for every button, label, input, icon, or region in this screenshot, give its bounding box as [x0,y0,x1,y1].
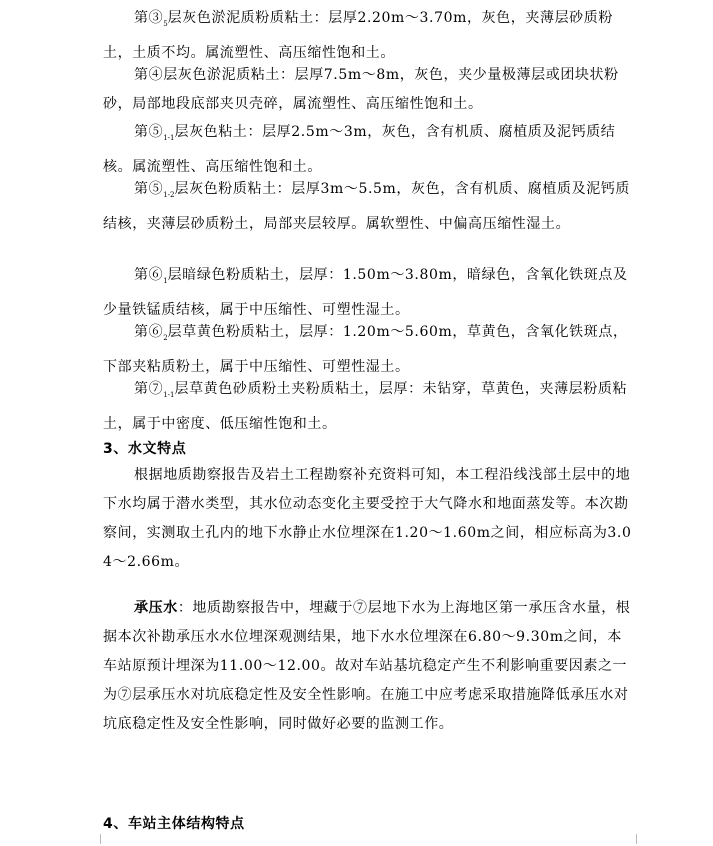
layer-subscript: 1 [163,276,168,285]
paragraph-layer-6-2 [103,318,634,382]
paragraph-prefix: 第⑤ [134,181,164,197]
paragraph-text: 层暗绿色粉质粘土，层厚：1.50m～3.80m，暗绿色，含氧化铁斑点及少量铁锰质结核，属于中压缩性、可塑性湿土。 [103,267,628,318]
layer-subscript: 5 [163,19,168,28]
paragraph-layer-4 [103,61,634,119]
paragraph-layer-3-5 [103,4,634,68]
paragraph-prefix: 第⑤ [134,124,164,140]
page-corner-mark-right [636,834,647,844]
paragraph-layer-6-1 [103,261,634,325]
page-corner-mark-left [90,834,101,844]
paragraph-prefix: 第③ [134,10,164,26]
paragraph-hydrology [103,461,634,577]
layer-subscript: 1-1 [163,390,175,399]
layer-subscript: 2 [163,333,168,342]
layer-subscript: 1-2 [163,190,175,199]
confined-water-label: 承压水 [134,600,178,616]
paragraph-prefix: 第⑦ [134,381,164,397]
paragraph-text: 层草黄色粉质粘土，层厚：1.20m～5.60m，草黄色，含氧化铁斑点，下部夹粘质粉土，属于中压缩性、可塑性湿土。 [103,324,628,375]
paragraph-prefix: 第⑥ [134,324,164,340]
layer-subscript: 1-1 [163,133,175,142]
paragraph-layer-7-1-1 [103,375,634,439]
paragraph-text: 根据地质勘察报告及岩土工程勘察补充资料可知，本工程沿线浅部土层中的地下水均属于潜水类型，其水位动态变化主要受控于大气降水和地面蒸发等。本次勘察间，实测取土孔内的地下水静止水位埋深在1.20～1.60m之间，相应标高为3.04～2.66m。 [103,467,632,570]
section-heading-hydrology: 3、水文特点 [103,441,187,457]
paragraph-text: 层灰色粉质粘土：层厚3m～5.5m，灰色，含有机质、腐植质及泥钙质结核，夹薄层砂质粉土，局部夹层较厚。属软塑性、中偏高压缩性湿土。 [103,181,631,232]
paragraph-layer-5-1-1 [103,118,634,182]
paragraph-text: ：地质勘察报告中，埋藏于⑦层地下水为上海地区第一承压含水量，根据本次补勘承压水水位埋深观测结果，地下水水位埋深在6.80～9.30m之间，本车站原预计埋深为11.00～12.00。故对车站基坑稳定产生不利影响重要因素之一为⑦层承压水对坑底稳定性及安全性影响。在施工中应考虑采取措施降低承压水对坑底稳定性及安全性影响，同时做好必要的监测工作。 [103,600,631,732]
paragraph-layer-5-1-2 [103,175,634,239]
paragraph-text: 层灰色粘土：层厚2.5m～3m，灰色，含有机质、腐植质及泥钙质结核。属流塑性、高压缩性饱和土。 [103,124,616,175]
paragraph-text: 层灰色淤泥质粉质粘土：层厚2.20m～3.70m，灰色，夹薄层砂质粉土，土质不均。属流塑性、高压缩性饱和土。 [103,10,613,61]
paragraph-text: 第④层灰色淤泥质粘土：层厚7.5m～8m，灰色，夹少量极薄层或团块状粉砂，局部地段底部夹贝壳碎，属流塑性、高压缩性饱和土。 [103,67,619,112]
paragraph-confined-water [103,594,634,739]
paragraph-text: 层草黄色砂质粉土夹粉质粘土，层厚：未钻穿，草黄色，夹薄层粉质粘土，属于中密度、低压缩性饱和土。 [103,381,628,432]
paragraph-prefix: 第⑥ [134,267,164,283]
section-heading-structure: 4、车站主体结构特点 [103,816,245,832]
